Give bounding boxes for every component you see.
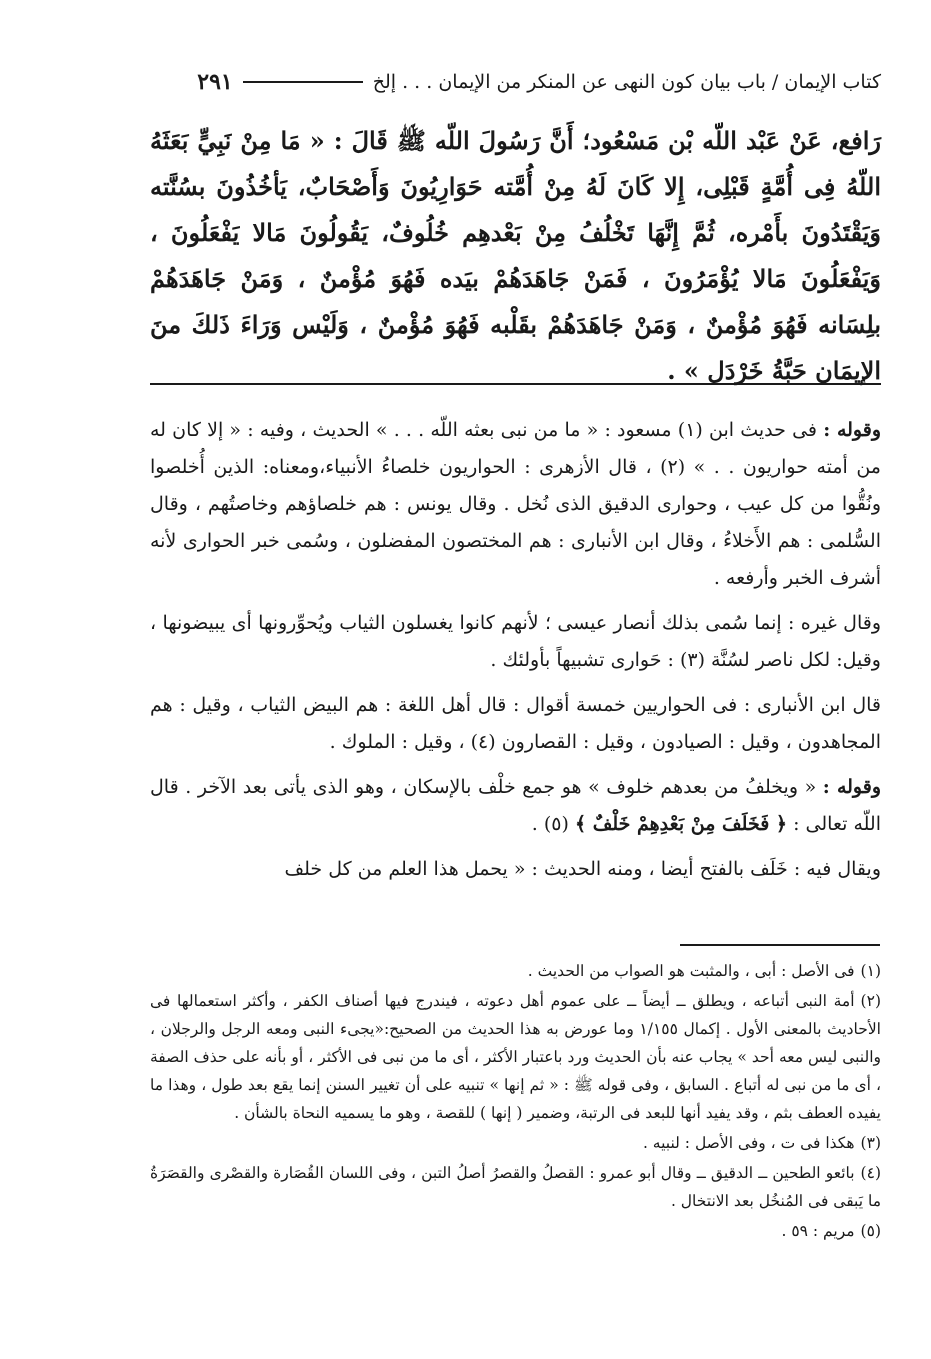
page-number: ٢٩١ (197, 69, 233, 95)
paragraph-text: وقال غيره : إنما سُمى بذلك أنصار عيسى ؛ لأنهم كانوا يغسلون الثياب ويُحوِّرونها أى يبيضونها ، وقيل: لكل ناصر لسُنَّة (٣) : حَوارى تشبيهاً بأولئك . (150, 612, 881, 671)
commentary-paragraph (150, 851, 881, 888)
hadith-text: رَافع، عَنْ عَبْد اللّه بْن مَسْعُود؛ أَنَّ رَسُولَ اللّه ﷺ قَالَ : « مَا مِنْ نَبِيٍّ بَعَثَهُ اللّهُ فِى أُمَّةٍ قَبْلِى، إِلا كَانَ لَهُ مِنْ أُمَّته حَوَارِيُونَ وَأَصْحَابٌ، يَأخُذُونَ بسُنَّته وَيَقْتَدُونَ بأَمْره، ثُمَّ إِنَّهَا تَخْلُفُ مِنْ بَعْدهِم خُلُوفٌ، يَقُولُونَ مَالا يَفْعَلُونَ ، وَيَفْعَلُونَ مَالا يُؤْمَرُونَ ، فَمَنْ جَاهَدَهُمْ بيَده فَهُوَ مُؤْمنٌ ، وَمَنْ جَاهَدَهُمْ بلِسَانه فَهُوَ مُؤْمنٌ ، وَمَنْ جَاهَدَهُمْ بقَلْبه فَهُوَ مُؤْمنٌ ، وَلَيْس وَرَاءَ ذَلكَ منَ الإيمَان حَبَّةُ خَرْدَل » . (150, 126, 881, 385)
commentary-paragraph (150, 769, 881, 843)
footnote (150, 957, 881, 985)
footnote-text: أمة النبى أتباعه ، ويطلق ــ أيضاً ــ على عموم أهل دعوته ، فيندرج فيها أصناف الكفر ، وأكثر استعمالها فى الأحاديث بالمعنى الأول . إكمال ١/١٥٥ وما عورض به هذا الحديث من الصحيح:«يجىء النبى ومعه الرجل والرجلان ، والنبى ليس معه أحد » يجاب عنه بأن الحديث ورد باعتبار الأكثر ، أى ما من نبى فى الأكثر ، أو بأنه على حذف الصفة ، أى ما من نبى له أتباع . السابق ، وفى قوله ﷺ : « ثم إنها » تنبيه على أن تغيير السنن إنما يقع بعد طول ، وهذا ما يفيده العطف بثم ، وقد يفيد أنها للبعد فى الرتبة، وضمير ( إنها ) للقصة ، وهو ما يسميه النحاة بالشأن . (150, 992, 881, 1122)
commentary-paragraph (150, 687, 881, 761)
footnote-number: (١) (860, 962, 881, 980)
paragraph-text: ويقال فيه : خَلَف بالفتح أيضا ، ومنه الحديث : « يحمل هذا العلم من كل خلف (284, 858, 881, 880)
footnote (150, 1129, 881, 1157)
section-divider (150, 383, 881, 385)
footnote-number: (٣) (860, 1134, 881, 1152)
footnote-ref: (٥) . (531, 813, 569, 835)
footnote (150, 987, 881, 1127)
footnotes (150, 957, 881, 1247)
running-head-rule (243, 81, 363, 83)
footnote-divider (680, 944, 880, 946)
paragraph-text: « ويخلفُ من بعدهم خلوف » هو جمع خلْف بالإسكان ، وهو الذى يأتى بعد الآخر . قال اللّه تعالى : (150, 776, 881, 835)
paragraph-text: قال ابن الأنبارى : فى الحواريين خمسة أقوال : قال أهل اللغة : هم البيض الثياب ، وقيل : هم المجاهدون ، وقيل : الصيادون ، وقيل : القصارون (٤) ، وقيل : الملوك . (150, 694, 881, 753)
quran-quote: ﴿ فَخَلَفَ مِنْ بَعْدِهِمْ خَلْفٌ ﴾ (574, 813, 788, 835)
running-head-title: كتاب الإيمان / باب بيان كون النهى عن المنكر من الإيمان . . . إلخ (372, 71, 881, 93)
commentary-paragraph (150, 412, 881, 597)
footnote-number: (٥) (860, 1222, 881, 1240)
footnote-text: هكذا فى ت ، وفى الأصل : لنبيه . (642, 1134, 855, 1152)
paragraph-lead: وقوله : (822, 776, 881, 798)
commentary (150, 412, 881, 896)
running-head (150, 64, 881, 100)
footnote (150, 1159, 881, 1215)
paragraph-text: فى حديث ابن (١) مسعود : « ما من نبى بعثه اللّه . . . » الحديث ، وفيه : « إلا كان له من أمته حواريون . . » (٢) ، قال الأزهرى : الحواريون خلصاءُ الأنبياء،ومعناه: الذين أُخلصوا ونُقُّوا من كل عيب ، وحوارى الدقيق الذى نُخل . وقال يونس : هم خلصاؤهم وخاصتُهم ، وقال السُّلمى : هم الأَخلاءُ ، وقال ابن الأنبارى : هم المختصون المفضلون ، وسُمى خبر الحوارى لأنه أشرف الخبر وأرفعه . (150, 419, 881, 589)
footnote-text: بائعو الطحين ــ الدقيق ــ وقال أبو عمرو : القصلُ والقصرُ أصلُ التبن ، وفى اللسان القُصَارة والقصْرى والقصَرَةُ ما يَبقى فى المُنخُل بعد الانتخال . (150, 1164, 881, 1210)
footnote-text: مريم : ٥٩ . (781, 1222, 855, 1240)
footnote-number: (٢) (860, 992, 881, 1010)
footnote (150, 1217, 881, 1245)
commentary-paragraph (150, 605, 881, 679)
paragraph-lead: وقوله : (823, 419, 882, 441)
footnote-text: فى الأصل : أبى ، والمثبت هو الصواب من الحديث . (527, 962, 855, 980)
footnote-number: (٤) (860, 1164, 881, 1182)
